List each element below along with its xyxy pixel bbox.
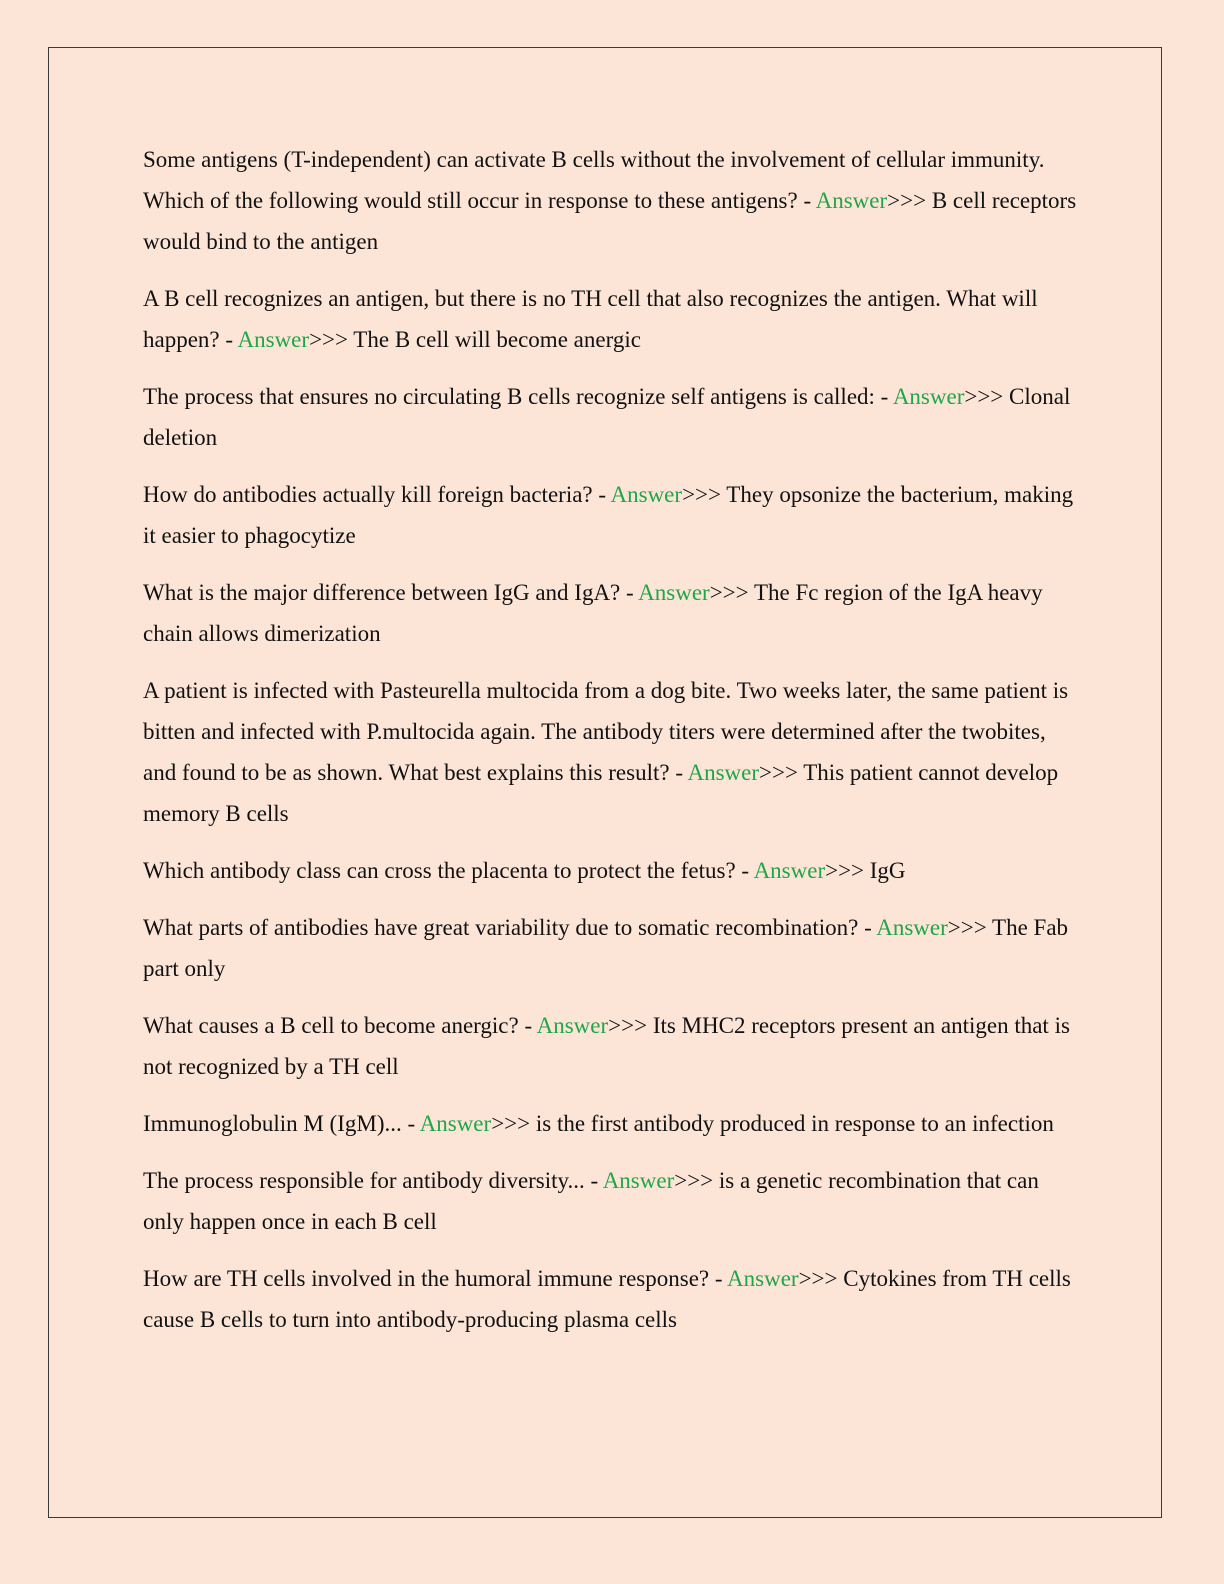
qa-list [143,139,1083,1356]
question-text: Immunoglobulin M (IgM)... - [143,1111,420,1136]
question-text: A B cell recognizes an antigen, but there is no TH cell that also recognizes the antigen. What will happen? - [143,286,1038,352]
question-text: How are TH cells involved in the humoral immune response? - [143,1266,728,1291]
answer-text: >>> IgG [825,858,906,883]
answer-text: >>> The Fc region of the IgA heavy chain allows dimerization [143,580,1043,646]
qa-item [143,139,1083,262]
qa-item [143,1160,1083,1242]
qa-item [143,907,1083,989]
answer-text: >>> Its MHC2 receptors present an antigen that is not recognized by a TH cell [143,1013,1070,1079]
answer-text: >>> is a genetic recombination that can only happen once in each B cell [143,1168,1039,1234]
question-text: Which antibody class can cross the placenta to protect the fetus? - [143,858,754,883]
answer-label: Answer [753,858,826,883]
answer-text: >>> is the first antibody produced in response to an infection [491,1111,1054,1136]
answer-label: Answer [610,482,683,507]
qa-item [143,376,1083,458]
answer-label: Answer [892,384,965,409]
answer-label: Answer [419,1111,492,1136]
qa-item [143,572,1083,654]
answer-text: >>> B cell receptors would bind to the antigen [143,188,1077,254]
answer-text: >>> This patient cannot develop memory B cells [143,760,1059,826]
question-text: What causes a B cell to become anergic? - [143,1013,537,1038]
question-text: Some antigens (T-independent) can activate B cells without the involvement of cellular immunity. Which of the following would still occur in response to these antigens? - [143,147,1045,213]
answer-label: Answer [727,1266,799,1291]
qa-item [143,1258,1083,1340]
answer-label: Answer [687,760,759,785]
qa-item [143,1005,1083,1087]
answer-text: >>> They opsonize the bacterium, making it easier to phagocytize [143,482,1074,548]
question-text: The process responsible for antibody diversity... - [143,1168,603,1193]
answer-text: >>> The Fab part only [143,915,1069,981]
qa-item [143,278,1083,360]
answer-label: Answer [602,1168,675,1193]
qa-item [143,670,1083,834]
qa-item [143,474,1083,556]
answer-label: Answer [638,580,710,605]
question-text: A patient is infected with Pasteurella multocida from a dog bite. Two weeks later, the same patient is bitten and infected with P.multocida again. The antibody titers were determined after the twobites, and found to be as shown. What best explains this result? - [143,678,1069,785]
answer-text: >>> The B cell will become anergic [309,327,641,352]
question-text: What is the major difference between IgG and IgA? - [143,580,639,605]
question-text: What parts of antibodies have great variability due to somatic recombination? - [143,915,877,940]
question-text: The process that ensures no circulating B cells recognize self antigens is called: - [143,384,893,409]
answer-label: Answer [876,915,948,940]
answer-label: Answer [815,188,888,213]
answer-label: Answer [237,327,310,352]
answer-text: >>> Cytokines from TH cells cause B cells to turn into antibody-producing plasma cells [143,1266,1071,1332]
answer-label: Answer [536,1013,609,1038]
answer-text: >>> Clonal deletion [143,384,1071,450]
qa-item [143,850,1083,891]
question-text: How do antibodies actually kill foreign bacteria? - [143,482,611,507]
qa-item [143,1103,1083,1144]
